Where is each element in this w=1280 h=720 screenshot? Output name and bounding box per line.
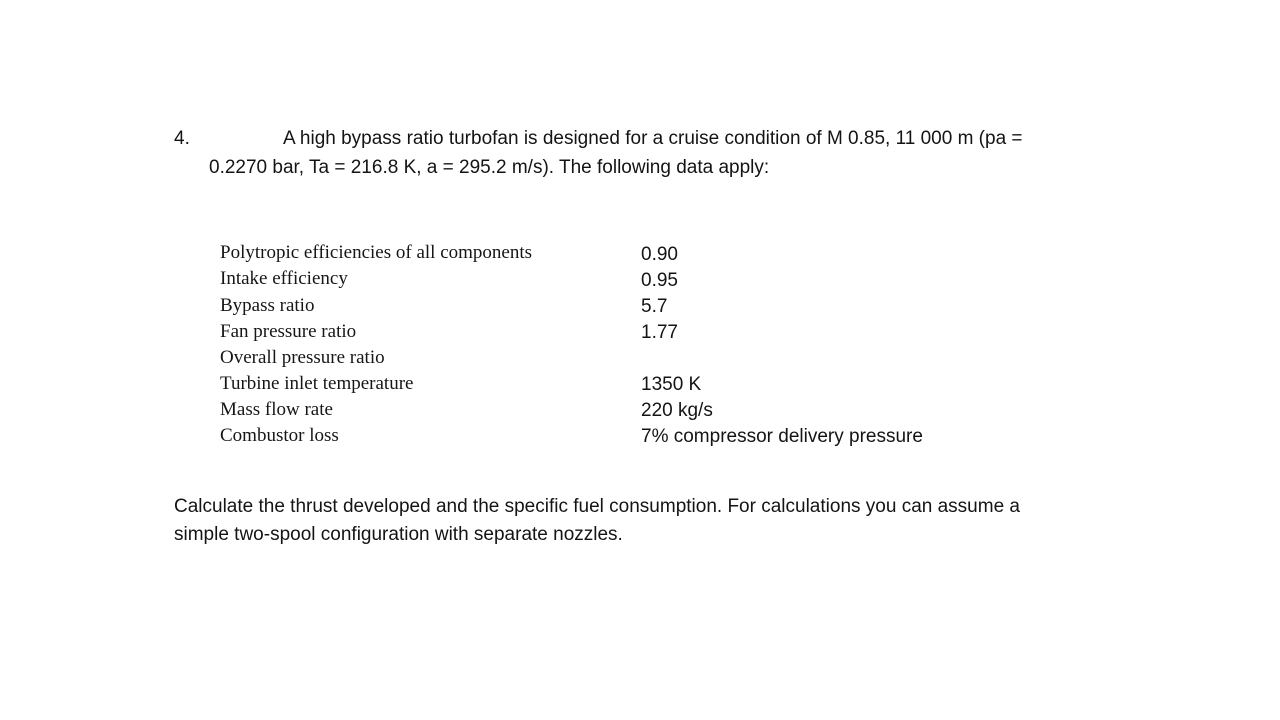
task-line-2: simple two-spool configuration with separate nozzles. — [174, 524, 623, 545]
question-intro-line-2: 0.2270 bar, Ta = 216.8 K, a = 295.2 m/s). The following data apply: — [209, 157, 770, 178]
param-value-bypass-ratio: 5.7 — [641, 296, 668, 317]
param-value-intake-efficiency: 0.95 — [641, 270, 678, 291]
param-value-mass-flow-rate: 220 kg/s — [641, 400, 713, 421]
param-label-polytropic-efficiency: Polytropic efficiencies of all components — [220, 242, 533, 263]
param-label-mass-flow-rate: Mass flow rate — [220, 399, 333, 420]
question-number: 4. — [174, 128, 190, 149]
param-label-combustor-loss: Combustor loss — [220, 425, 339, 446]
param-label-intake-efficiency: Intake efficiency — [220, 268, 348, 289]
param-value-fan-pressure-ratio: 1.77 — [641, 322, 678, 343]
param-label-turbine-inlet-temperature: Turbine inlet temperature — [220, 373, 414, 394]
param-value-combustor-loss: 7% compressor delivery pressure — [641, 426, 923, 447]
param-value-polytropic-efficiency: 0.90 — [641, 244, 678, 265]
param-label-fan-pressure-ratio: Fan pressure ratio — [220, 321, 357, 342]
param-value-turbine-inlet-temperature: 1350 K — [641, 374, 702, 395]
question-intro-line-1: A high bypass ratio turbofan is designed for a cruise condition of M 0.85, 11 000 m (pa = — [283, 128, 1023, 149]
param-label-bypass-ratio: Bypass ratio — [220, 295, 315, 316]
task-line-1: Calculate the thrust developed and the specific fuel consumption. For calculations you can assume a — [174, 496, 1020, 517]
param-label-overall-pressure-ratio: Overall pressure ratio — [220, 347, 385, 368]
